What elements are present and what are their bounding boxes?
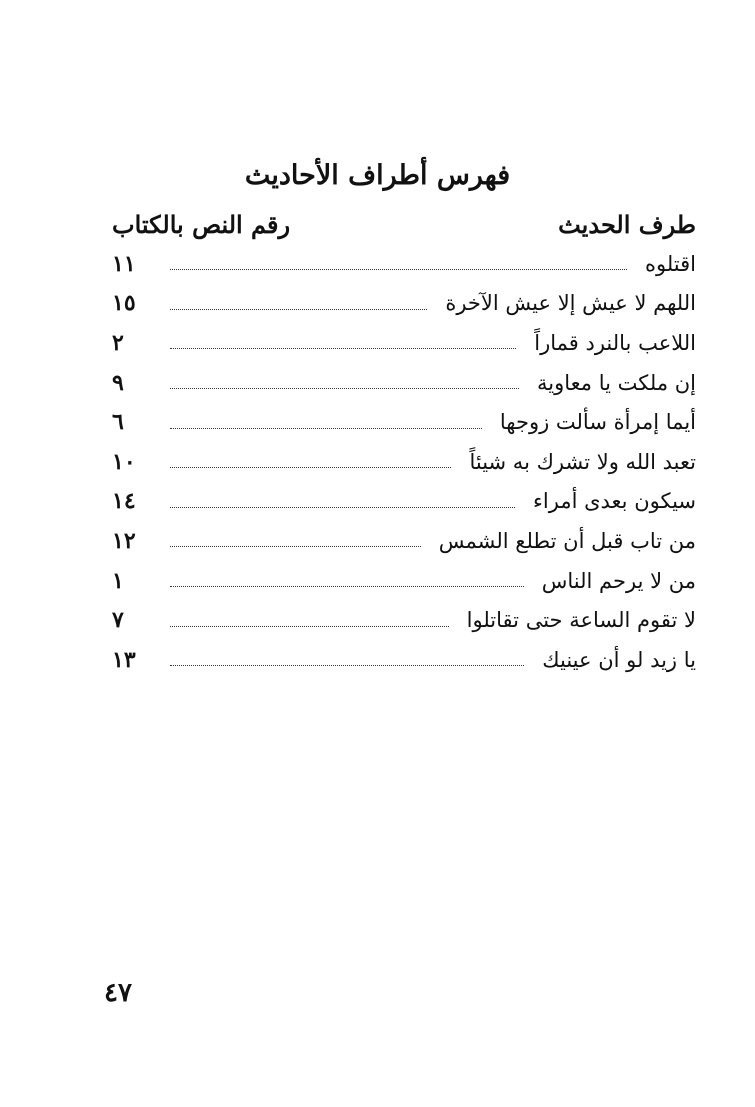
index-entry: [112, 600, 696, 640]
index-entry: [112, 521, 696, 561]
entry-text: اقتلوه: [644, 251, 696, 276]
entry-number: ٩: [112, 369, 124, 396]
entry-text: اللهم لا عيش إلا عيش الآخرة: [445, 291, 696, 316]
page-title: فهرس أطراف الأحاديث: [244, 160, 511, 191]
entry-text: أيما إمرأة سألت زوجها: [499, 410, 696, 435]
index-entry: [112, 561, 696, 601]
dot-leader: [170, 665, 524, 666]
entry-number: ١: [112, 567, 124, 594]
dot-leader: [170, 586, 524, 587]
dot-leader: [170, 269, 627, 270]
index-entry: [112, 402, 696, 442]
index-entry: [112, 363, 696, 403]
dot-leader: [170, 546, 421, 547]
entry-number: ١٥: [112, 290, 136, 317]
hadith-column-header: طرف الحديث: [558, 209, 696, 239]
entry-number: ١١: [112, 250, 136, 277]
dot-leader: [170, 309, 427, 310]
entry-text: يا زيد لو أن عينيك: [542, 647, 696, 672]
dot-leader: [170, 467, 451, 468]
entry-text: سيكون بعدى أمراء: [533, 489, 696, 514]
number-column-header: رقم النص بالكتاب: [112, 209, 291, 239]
page-number: ٤٧: [104, 978, 132, 1008]
dot-leader: [170, 348, 516, 349]
entry-number: ٢: [112, 329, 124, 356]
index-entry: [112, 323, 696, 363]
entry-text: من لا يرحم الناس: [541, 568, 696, 593]
entry-number: ١٠: [112, 448, 136, 475]
entry-number: ١٣: [112, 646, 136, 673]
dot-leader: [170, 388, 519, 389]
index-entry: [112, 284, 696, 324]
entry-number: ٧: [112, 607, 124, 634]
index-entry: [112, 482, 696, 522]
hadith-index-list: [112, 244, 696, 680]
entry-text: لا تقوم الساعة حتى تقاتلوا: [466, 608, 696, 633]
entry-number: ١٤: [112, 488, 136, 515]
index-entry: [112, 640, 696, 680]
index-entry: [112, 244, 696, 284]
index-entry: [112, 442, 696, 482]
index-header: [112, 204, 696, 244]
dot-leader: [170, 507, 515, 508]
dot-leader: [170, 626, 449, 627]
entry-text: اللاعب بالنرد قماراً: [534, 330, 696, 355]
entry-text: تعبد الله ولا تشرك به شيئاً: [469, 449, 696, 474]
entry-number: ٦: [112, 409, 124, 436]
dot-leader: [170, 428, 482, 429]
entry-text: إن ملكت يا معاوية: [537, 370, 696, 395]
entry-text: من تاب قبل أن تطلع الشمس: [438, 528, 696, 553]
entry-number: ١٢: [112, 527, 136, 554]
